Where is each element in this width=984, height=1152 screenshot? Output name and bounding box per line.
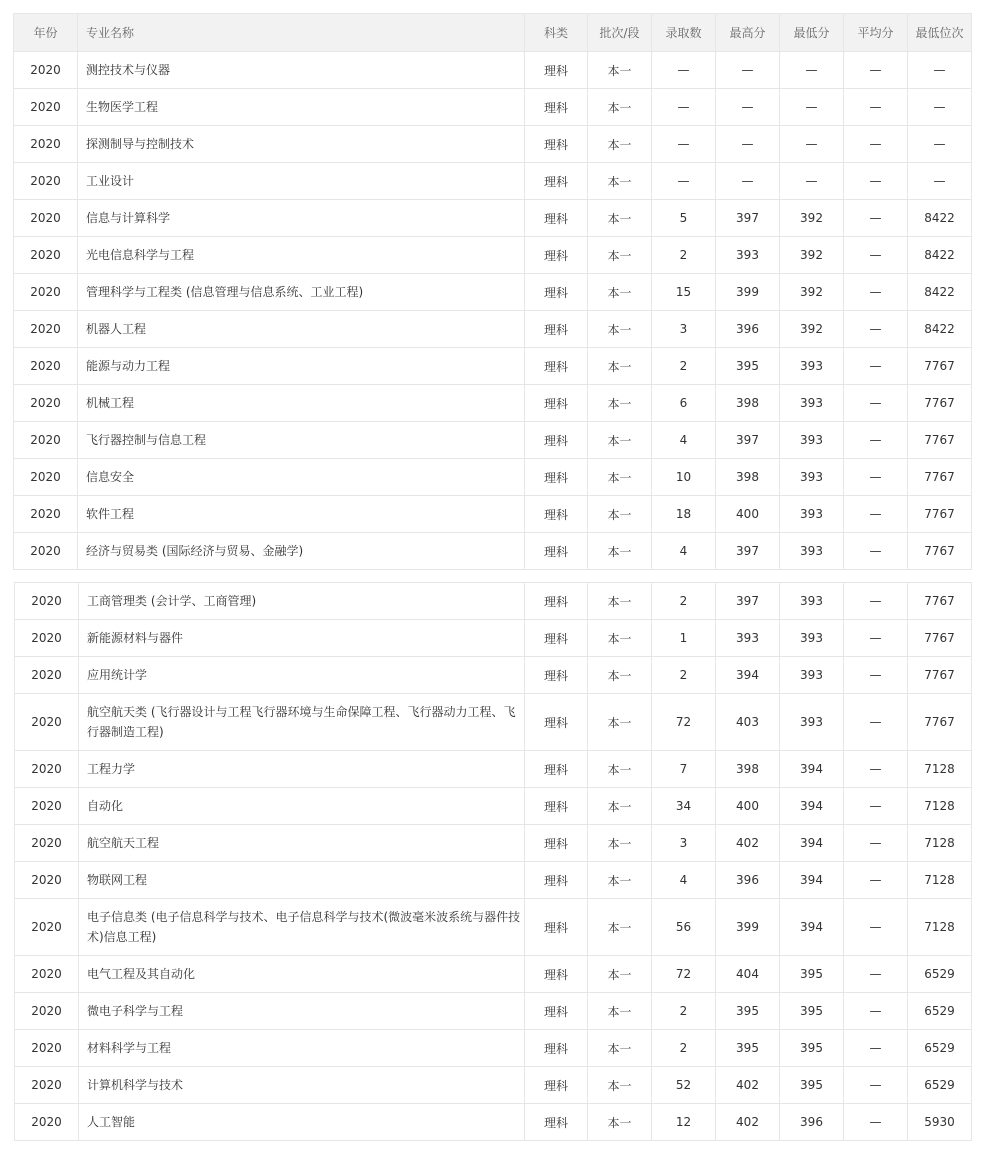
year-cell: 2020: [14, 274, 78, 311]
max-score-cell: 395: [716, 993, 780, 1030]
max-score-cell: 398: [716, 385, 780, 422]
avg-score-cell: —: [844, 825, 908, 862]
year-cell: 2020: [14, 385, 78, 422]
table-row: [14, 459, 972, 496]
table-row: [15, 620, 972, 657]
min-rank-cell: 7767: [908, 459, 972, 496]
admitted-cell: 6: [652, 385, 716, 422]
batch-cell: 本一: [588, 751, 652, 788]
max-score-cell: 396: [716, 311, 780, 348]
admitted-cell: 5: [652, 200, 716, 237]
table-row: [15, 899, 972, 956]
max-score-cell: 397: [716, 533, 780, 570]
admitted-cell: —: [652, 89, 716, 126]
year-cell: 2020: [14, 89, 78, 126]
max-score-cell: 393: [716, 620, 780, 657]
major-cell: 飞行器控制与信息工程: [78, 422, 525, 459]
col-header-admitted: 录取数: [652, 14, 716, 52]
category-cell: 理科: [525, 496, 588, 533]
major-cell: 工业设计: [78, 163, 525, 200]
table-row: [15, 583, 972, 620]
major-cell: 工商管理类 (会计学、工商管理): [79, 583, 525, 620]
batch-cell: 本一: [588, 788, 652, 825]
category-cell: 理科: [525, 422, 588, 459]
category-cell: 理科: [525, 126, 588, 163]
batch-cell: 本一: [588, 311, 652, 348]
avg-score-cell: —: [844, 274, 908, 311]
category-cell: 理科: [525, 52, 588, 89]
admitted-cell: 3: [652, 311, 716, 348]
min-rank-cell: 8422: [908, 200, 972, 237]
min-score-cell: 395: [780, 1067, 844, 1104]
batch-cell: 本一: [588, 459, 652, 496]
min-rank-cell: 7767: [908, 348, 972, 385]
avg-score-cell: —: [844, 385, 908, 422]
batch-cell: 本一: [588, 163, 652, 200]
admitted-cell: —: [652, 126, 716, 163]
table-row: [14, 52, 972, 89]
major-cell: 计算机科学与技术: [79, 1067, 525, 1104]
max-score-cell: 398: [716, 751, 780, 788]
year-cell: 2020: [15, 620, 79, 657]
major-cell: 软件工程: [78, 496, 525, 533]
avg-score-cell: —: [844, 694, 908, 751]
min-score-cell: 393: [780, 694, 844, 751]
avg-score-cell: —: [844, 311, 908, 348]
admitted-cell: 3: [652, 825, 716, 862]
admitted-cell: 72: [652, 956, 716, 993]
min-score-cell: 393: [780, 348, 844, 385]
category-cell: 理科: [525, 1067, 588, 1104]
avg-score-cell: —: [844, 348, 908, 385]
category-cell: 理科: [525, 163, 588, 200]
avg-score-cell: —: [844, 1030, 908, 1067]
min-score-cell: 394: [780, 751, 844, 788]
max-score-cell: 395: [716, 348, 780, 385]
admitted-cell: 18: [652, 496, 716, 533]
avg-score-cell: —: [844, 993, 908, 1030]
category-cell: 理科: [525, 533, 588, 570]
min-rank-cell: 6529: [908, 956, 972, 993]
major-cell: 光电信息科学与工程: [78, 237, 525, 274]
major-cell: 材料科学与工程: [79, 1030, 525, 1067]
avg-score-cell: —: [844, 1104, 908, 1141]
major-cell: 信息与计算科学: [78, 200, 525, 237]
admitted-cell: 34: [652, 788, 716, 825]
table-row: [14, 348, 972, 385]
min-score-cell: 392: [780, 237, 844, 274]
table-row: [14, 533, 972, 570]
table-row: [14, 163, 972, 200]
batch-cell: 本一: [588, 862, 652, 899]
min-rank-cell: 7128: [908, 788, 972, 825]
year-cell: 2020: [15, 862, 79, 899]
min-rank-cell: 8422: [908, 237, 972, 274]
max-score-cell: 394: [716, 657, 780, 694]
admitted-cell: 12: [652, 1104, 716, 1141]
year-cell: 2020: [14, 237, 78, 274]
max-score-cell: 393: [716, 237, 780, 274]
avg-score-cell: —: [844, 533, 908, 570]
admitted-cell: —: [652, 163, 716, 200]
max-score-cell: 395: [716, 1030, 780, 1067]
category-cell: 理科: [525, 1030, 588, 1067]
max-score-cell: 396: [716, 862, 780, 899]
category-cell: 理科: [525, 956, 588, 993]
max-score-cell: 402: [716, 1067, 780, 1104]
avg-score-cell: —: [844, 459, 908, 496]
max-score-cell: 398: [716, 459, 780, 496]
min-rank-cell: 8422: [908, 311, 972, 348]
min-rank-cell: 7767: [908, 385, 972, 422]
batch-cell: 本一: [588, 496, 652, 533]
table-row: [14, 200, 972, 237]
min-score-cell: 394: [780, 825, 844, 862]
admitted-cell: 10: [652, 459, 716, 496]
max-score-cell: —: [716, 163, 780, 200]
admitted-cell: 2: [652, 657, 716, 694]
min-score-cell: 394: [780, 899, 844, 956]
category-cell: 理科: [525, 200, 588, 237]
batch-cell: 本一: [588, 52, 652, 89]
year-cell: 2020: [14, 163, 78, 200]
table-row: [15, 993, 972, 1030]
category-cell: 理科: [525, 274, 588, 311]
min-rank-cell: 7767: [908, 694, 972, 751]
min-score-cell: 395: [780, 993, 844, 1030]
min-rank-cell: —: [908, 163, 972, 200]
major-cell: 测控技术与仪器: [78, 52, 525, 89]
major-cell: 管理科学与工程类 (信息管理与信息系统、工业工程): [78, 274, 525, 311]
year-cell: 2020: [15, 657, 79, 694]
min-score-cell: 393: [780, 620, 844, 657]
min-rank-cell: 5930: [908, 1104, 972, 1141]
min-score-cell: —: [780, 89, 844, 126]
min-score-cell: —: [780, 163, 844, 200]
category-cell: 理科: [525, 348, 588, 385]
max-score-cell: 397: [716, 422, 780, 459]
major-cell: 机械工程: [78, 385, 525, 422]
major-cell: 电子信息类 (电子信息科学与技术、电子信息科学与技术(微波毫米波系统与器件技术)信息工程): [79, 899, 525, 956]
batch-cell: 本一: [588, 1104, 652, 1141]
year-cell: 2020: [14, 459, 78, 496]
min-rank-cell: 6529: [908, 993, 972, 1030]
avg-score-cell: —: [844, 862, 908, 899]
avg-score-cell: —: [844, 1067, 908, 1104]
min-rank-cell: 6529: [908, 1067, 972, 1104]
category-cell: 理科: [525, 788, 588, 825]
min-rank-cell: 7767: [908, 496, 972, 533]
min-rank-cell: 7128: [908, 751, 972, 788]
table-row: [15, 862, 972, 899]
batch-cell: 本一: [588, 422, 652, 459]
avg-score-cell: —: [844, 751, 908, 788]
min-rank-cell: 7128: [908, 825, 972, 862]
min-score-cell: 394: [780, 862, 844, 899]
batch-cell: 本一: [588, 620, 652, 657]
batch-cell: 本一: [588, 1067, 652, 1104]
max-score-cell: 400: [716, 788, 780, 825]
category-cell: 理科: [525, 1104, 588, 1141]
category-cell: 理科: [525, 459, 588, 496]
table-row: [14, 274, 972, 311]
batch-cell: 本一: [588, 126, 652, 163]
admitted-cell: 2: [652, 583, 716, 620]
table-row: [15, 956, 972, 993]
table-row: [15, 788, 972, 825]
major-cell: 人工智能: [79, 1104, 525, 1141]
category-cell: 理科: [525, 993, 588, 1030]
min-score-cell: —: [780, 126, 844, 163]
table-row: [14, 311, 972, 348]
col-header-avg-score: 平均分: [844, 14, 908, 52]
year-cell: 2020: [15, 899, 79, 956]
batch-cell: 本一: [588, 694, 652, 751]
min-rank-cell: 7128: [908, 899, 972, 956]
major-cell: 电气工程及其自动化: [79, 956, 525, 993]
admitted-cell: 2: [652, 993, 716, 1030]
category-cell: 理科: [525, 657, 588, 694]
admitted-cell: 2: [652, 237, 716, 274]
max-score-cell: 404: [716, 956, 780, 993]
min-score-cell: 396: [780, 1104, 844, 1141]
col-header-major: 专业名称: [78, 14, 525, 52]
category-cell: 理科: [525, 694, 588, 751]
batch-cell: 本一: [588, 1030, 652, 1067]
min-rank-cell: —: [908, 89, 972, 126]
major-cell: 微电子科学与工程: [79, 993, 525, 1030]
table-row: [14, 422, 972, 459]
min-rank-cell: 6529: [908, 1030, 972, 1067]
min-score-cell: 393: [780, 583, 844, 620]
max-score-cell: 400: [716, 496, 780, 533]
avg-score-cell: —: [844, 496, 908, 533]
min-rank-cell: 7767: [908, 422, 972, 459]
min-score-cell: 393: [780, 657, 844, 694]
min-score-cell: 393: [780, 385, 844, 422]
category-cell: 理科: [525, 311, 588, 348]
col-header-year: 年份: [14, 14, 78, 52]
min-score-cell: 395: [780, 1030, 844, 1067]
min-rank-cell: —: [908, 52, 972, 89]
year-cell: 2020: [14, 496, 78, 533]
major-cell: 探测制导与控制技术: [78, 126, 525, 163]
table-row: [15, 694, 972, 751]
col-header-max-score: 最高分: [716, 14, 780, 52]
year-cell: 2020: [15, 993, 79, 1030]
max-score-cell: 399: [716, 899, 780, 956]
min-score-cell: 392: [780, 311, 844, 348]
admitted-cell: 52: [652, 1067, 716, 1104]
major-cell: 新能源材料与器件: [79, 620, 525, 657]
avg-score-cell: —: [844, 657, 908, 694]
min-score-cell: 393: [780, 422, 844, 459]
admitted-cell: 15: [652, 274, 716, 311]
min-rank-cell: 7767: [908, 583, 972, 620]
admitted-cell: 4: [652, 422, 716, 459]
batch-cell: 本一: [588, 583, 652, 620]
table-row: [14, 496, 972, 533]
year-cell: 2020: [15, 825, 79, 862]
category-cell: 理科: [525, 583, 588, 620]
min-score-cell: 395: [780, 956, 844, 993]
batch-cell: 本一: [588, 385, 652, 422]
col-header-min-rank: 最低位次: [908, 14, 972, 52]
year-cell: 2020: [14, 52, 78, 89]
col-header-batch: 批次/段: [588, 14, 652, 52]
max-score-cell: —: [716, 89, 780, 126]
avg-score-cell: —: [844, 163, 908, 200]
table-row: [14, 237, 972, 274]
col-header-category: 科类: [525, 14, 588, 52]
max-score-cell: —: [716, 52, 780, 89]
batch-cell: 本一: [588, 200, 652, 237]
year-cell: 2020: [15, 1104, 79, 1141]
table-row: [14, 126, 972, 163]
batch-cell: 本一: [588, 657, 652, 694]
year-cell: 2020: [15, 583, 79, 620]
col-header-min-score: 最低分: [780, 14, 844, 52]
avg-score-cell: —: [844, 200, 908, 237]
min-score-cell: 394: [780, 788, 844, 825]
min-rank-cell: —: [908, 126, 972, 163]
max-score-cell: 399: [716, 274, 780, 311]
avg-score-cell: —: [844, 956, 908, 993]
avg-score-cell: —: [844, 52, 908, 89]
admitted-cell: 56: [652, 899, 716, 956]
major-cell: 信息安全: [78, 459, 525, 496]
year-cell: 2020: [14, 348, 78, 385]
major-cell: 机器人工程: [78, 311, 525, 348]
category-cell: 理科: [525, 385, 588, 422]
avg-score-cell: —: [844, 899, 908, 956]
batch-cell: 本一: [588, 89, 652, 126]
min-rank-cell: 8422: [908, 274, 972, 311]
min-score-cell: 393: [780, 496, 844, 533]
min-score-cell: 393: [780, 533, 844, 570]
max-score-cell: 402: [716, 825, 780, 862]
avg-score-cell: —: [844, 583, 908, 620]
batch-cell: 本一: [588, 899, 652, 956]
min-score-cell: —: [780, 52, 844, 89]
max-score-cell: 403: [716, 694, 780, 751]
table-row: [15, 1104, 972, 1141]
admitted-cell: 4: [652, 533, 716, 570]
category-cell: 理科: [525, 862, 588, 899]
category-cell: 理科: [525, 899, 588, 956]
avg-score-cell: —: [844, 788, 908, 825]
min-score-cell: 392: [780, 200, 844, 237]
batch-cell: 本一: [588, 237, 652, 274]
min-score-cell: 392: [780, 274, 844, 311]
year-cell: 2020: [14, 422, 78, 459]
year-cell: 2020: [15, 751, 79, 788]
admission-table-bottom: [14, 582, 972, 1141]
max-score-cell: —: [716, 126, 780, 163]
avg-score-cell: —: [844, 422, 908, 459]
category-cell: 理科: [525, 89, 588, 126]
major-cell: 物联网工程: [79, 862, 525, 899]
year-cell: 2020: [14, 311, 78, 348]
category-cell: 理科: [525, 620, 588, 657]
table-row: [15, 825, 972, 862]
year-cell: 2020: [15, 1030, 79, 1067]
batch-cell: 本一: [588, 348, 652, 385]
max-score-cell: 397: [716, 200, 780, 237]
avg-score-cell: —: [844, 126, 908, 163]
year-cell: 2020: [15, 694, 79, 751]
avg-score-cell: —: [844, 620, 908, 657]
admitted-cell: 7: [652, 751, 716, 788]
major-cell: 航空航天工程: [79, 825, 525, 862]
major-cell: 航空航天类 (飞行器设计与工程飞行器环境与生命保障工程、飞行器动力工程、飞行器制造工程): [79, 694, 525, 751]
major-cell: 自动化: [79, 788, 525, 825]
table-row: [15, 657, 972, 694]
admitted-cell: 72: [652, 694, 716, 751]
major-cell: 工程力学: [79, 751, 525, 788]
batch-cell: 本一: [588, 274, 652, 311]
admitted-cell: 2: [652, 1030, 716, 1067]
year-cell: 2020: [15, 956, 79, 993]
admitted-cell: 4: [652, 862, 716, 899]
category-cell: 理科: [525, 237, 588, 274]
max-score-cell: 402: [716, 1104, 780, 1141]
avg-score-cell: —: [844, 89, 908, 126]
batch-cell: 本一: [588, 825, 652, 862]
major-cell: 经济与贸易类 (国际经济与贸易、金融学): [78, 533, 525, 570]
table-row: [15, 1030, 972, 1067]
max-score-cell: 397: [716, 583, 780, 620]
batch-cell: 本一: [588, 956, 652, 993]
min-rank-cell: 7767: [908, 533, 972, 570]
year-cell: 2020: [15, 1067, 79, 1104]
category-cell: 理科: [525, 751, 588, 788]
major-cell: 生物医学工程: [78, 89, 525, 126]
table-row: [15, 1067, 972, 1104]
year-cell: 2020: [14, 126, 78, 163]
admitted-cell: 1: [652, 620, 716, 657]
table-row: [14, 89, 972, 126]
year-cell: 2020: [14, 533, 78, 570]
min-rank-cell: 7767: [908, 657, 972, 694]
header-row: [14, 14, 972, 52]
min-rank-cell: 7128: [908, 862, 972, 899]
avg-score-cell: —: [844, 237, 908, 274]
admission-table-top: [13, 13, 972, 570]
batch-cell: 本一: [588, 533, 652, 570]
year-cell: 2020: [14, 200, 78, 237]
year-cell: 2020: [15, 788, 79, 825]
min-rank-cell: 7767: [908, 620, 972, 657]
major-cell: 应用统计学: [79, 657, 525, 694]
table-row: [15, 751, 972, 788]
admitted-cell: 2: [652, 348, 716, 385]
admitted-cell: —: [652, 52, 716, 89]
table-row: [14, 385, 972, 422]
batch-cell: 本一: [588, 993, 652, 1030]
min-score-cell: 393: [780, 459, 844, 496]
major-cell: 能源与动力工程: [78, 348, 525, 385]
category-cell: 理科: [525, 825, 588, 862]
